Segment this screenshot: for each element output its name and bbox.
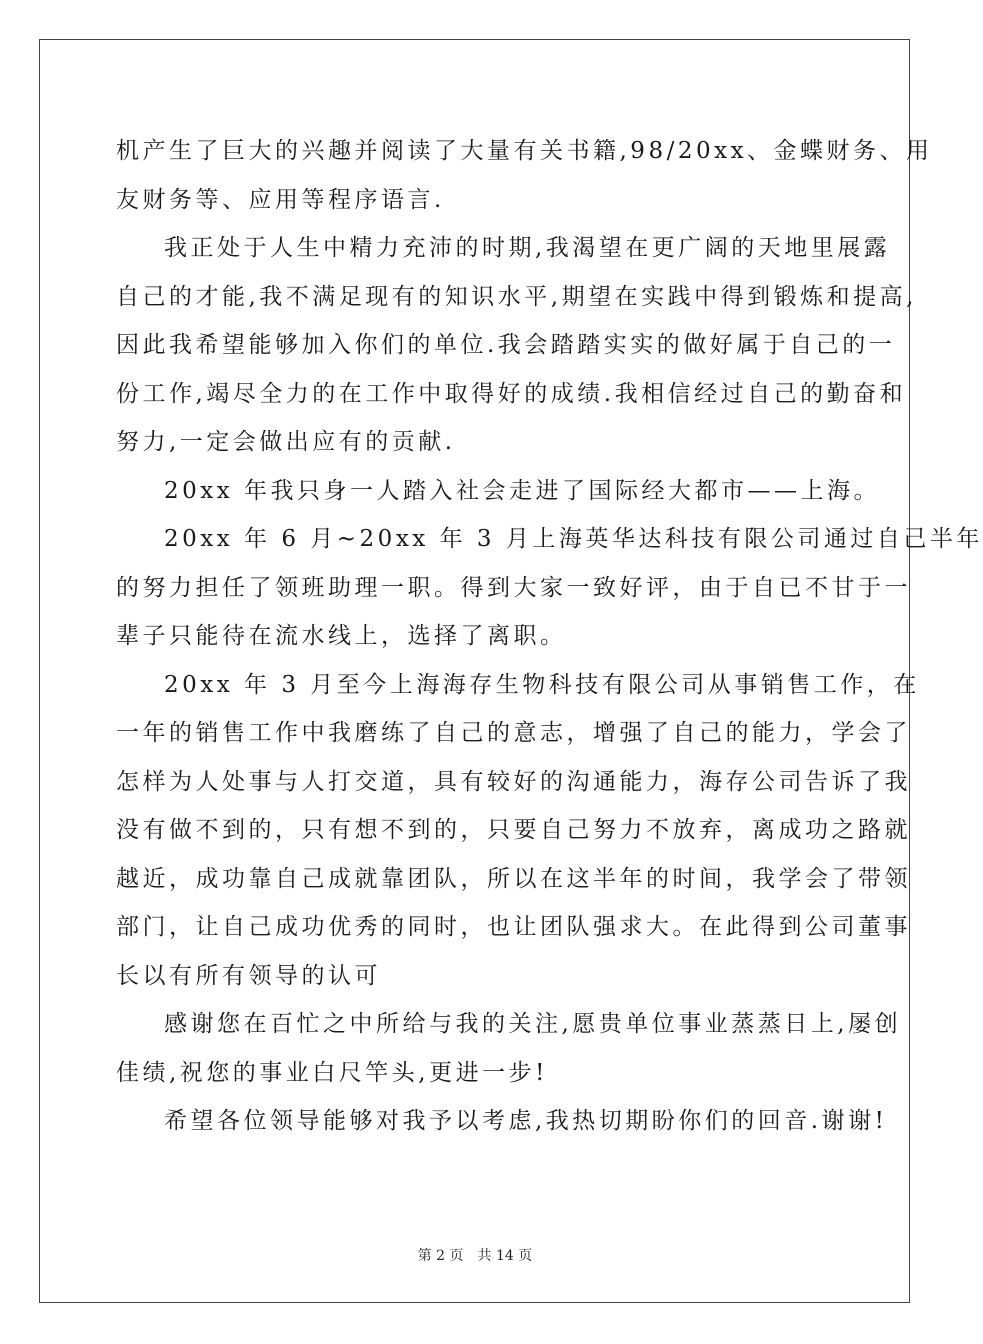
text-line: 佳绩,祝您的事业白尺竿头,更进一步! xyxy=(116,1059,548,1086)
text-line: 自己的才能,我不满足现有的知识水平,期望在实践中得到锻炼和提高, xyxy=(116,283,917,310)
text-line: 因此我希望能够加入你们的单位.我会踏踏实实的做好属于自己的一 xyxy=(116,332,896,358)
text-line: 长以有所有领导的认可 xyxy=(116,962,381,989)
paragraph xyxy=(116,661,920,1001)
text-line: 20xx 年 6 月~20xx 年 3 月上海英华达科技有限公司通过自己半年 xyxy=(164,526,983,552)
text-line: 部门，让自己成功优秀的同时，也让团队强求大。在此得到公司董事 xyxy=(116,914,911,940)
text-line: 怎样为人处事与人打交道，具有较好的沟通能力，海存公司告诉了我 xyxy=(116,768,911,795)
text-line: 我正处于人生中精力充沛的时期,我渴望在更广阔的天地里展露 xyxy=(164,235,891,261)
paragraph xyxy=(116,127,933,224)
text-line: 友财务等、应用等程序语言. xyxy=(116,186,445,213)
paragraph xyxy=(116,224,917,467)
text-line: 的努力担任了领班助理一职。得到大家一致好评，由于自已不甘于一 xyxy=(116,574,911,601)
page-number: 第 2 页 xyxy=(417,1248,464,1264)
text-line: 份工作,竭尽全力的在工作中取得好的成绩.我相信经过自己的勤奋和 xyxy=(116,380,907,407)
text-line: 努力,一定会做出应有的贡献. xyxy=(116,429,456,455)
text-line: 20xx 年 3 月至今上海海存生物科技有限公司从事销售工作，在 xyxy=(164,671,920,698)
paragraph xyxy=(116,515,983,661)
text-line: 20xx 年我只身一人踏入社会走进了国际经大都市——上海。 xyxy=(164,477,881,504)
text-line: 感谢您在百忙之中所给与我的关注,愿贵单位事业蒸蒸日上,屡创 xyxy=(164,1011,902,1037)
page-footer xyxy=(0,1245,950,1265)
text-line: 机产生了巨大的兴趣并阅读了大量有关书籍,98/20xx、金蝶财务、用 xyxy=(116,138,933,164)
paragraph xyxy=(116,1000,902,1097)
text-line: 越近，成功靠自己成就靠团队，所以在这半年的时间，我学会了带领 xyxy=(116,865,911,892)
paragraph xyxy=(116,467,881,516)
document-body xyxy=(116,127,983,1146)
text-line: 辈子只能待在流水线上，选择了离职。 xyxy=(116,623,567,649)
text-line: 一年的销售工作中我磨练了自己的意志，增强了自己的能力，学会了 xyxy=(116,720,911,746)
text-line: 没有做不到的，只有想不到的，只要自己努力不放弃，离成功之路就 xyxy=(116,817,911,843)
text-line: 希望各位领导能够对我予以考虑,我热切期盼你们的回音.谢谢! xyxy=(164,1108,888,1134)
paragraph xyxy=(116,1097,888,1146)
page-total: 共 14 页 xyxy=(477,1248,533,1264)
